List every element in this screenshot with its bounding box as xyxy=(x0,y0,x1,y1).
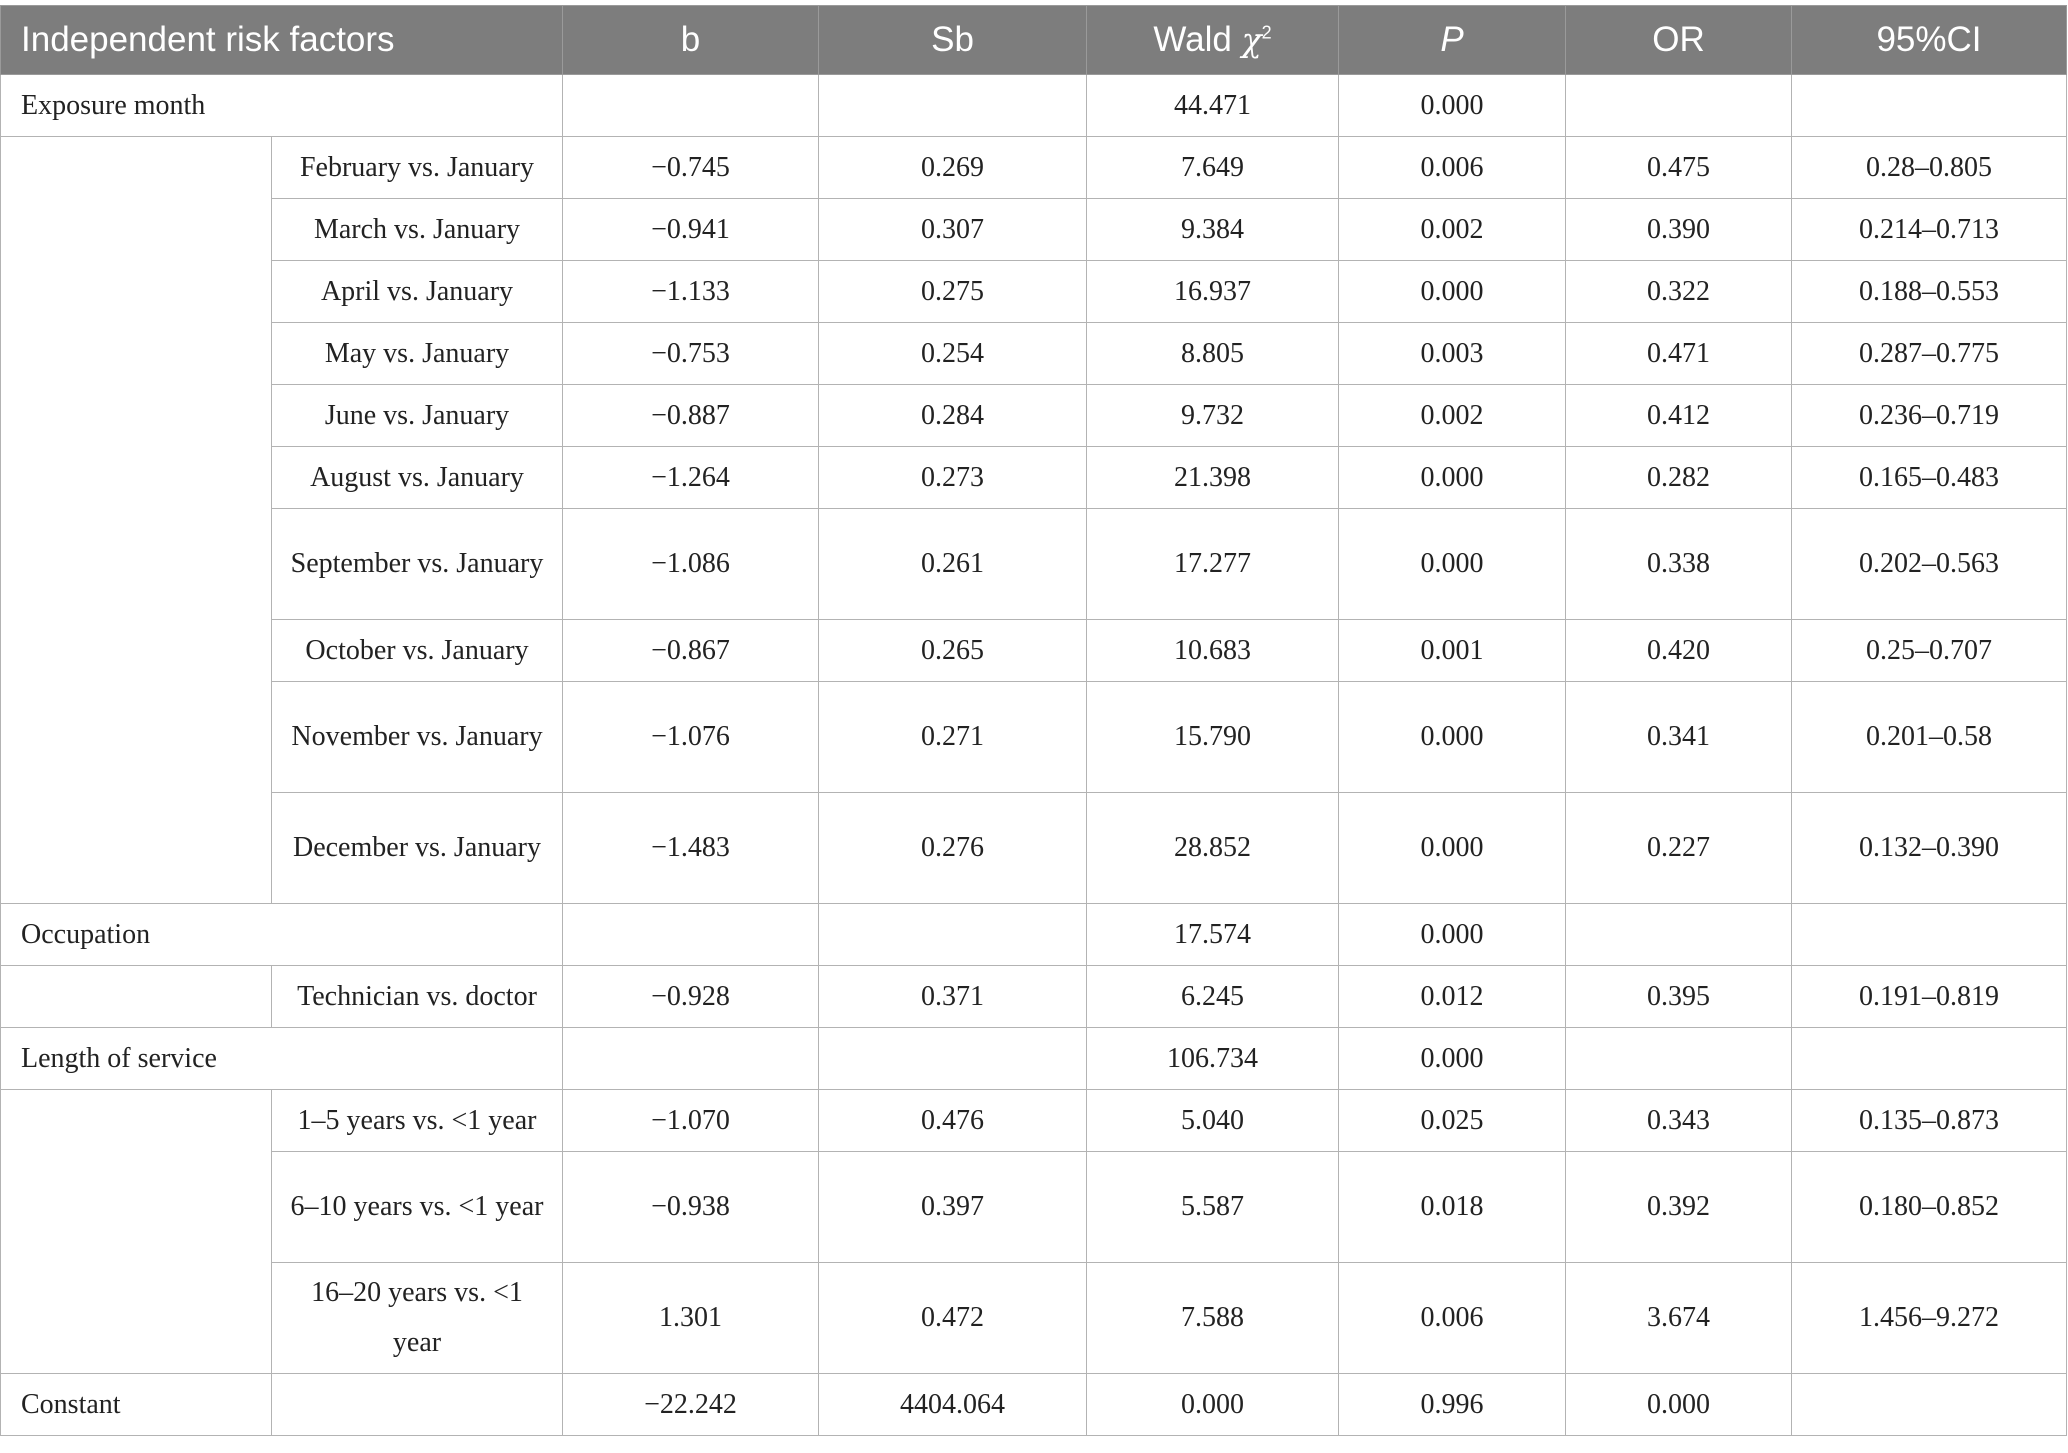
wald-cell: 9.732 xyxy=(1087,385,1339,447)
sb-cell xyxy=(819,75,1087,137)
ci-cell: 0.135–0.873 xyxy=(1792,1090,2067,1152)
wald-cell: 10.683 xyxy=(1087,620,1339,682)
sb-cell: 0.476 xyxy=(819,1090,1087,1152)
b-cell xyxy=(563,904,819,966)
header-wald-chi: χ xyxy=(1241,20,1262,59)
table-row xyxy=(1,1263,2067,1374)
comparison-cell: November vs. January xyxy=(272,682,563,793)
b-cell: −1.076 xyxy=(563,682,819,793)
header-p xyxy=(1339,6,1566,75)
wald-cell: 7.649 xyxy=(1087,137,1339,199)
comparison-cell: June vs. January xyxy=(272,385,563,447)
header-sb: Sb xyxy=(819,6,1087,75)
wald-cell: 5.040 xyxy=(1087,1090,1339,1152)
b-cell: −1.086 xyxy=(563,509,819,620)
table-row xyxy=(1,1152,2067,1263)
or-cell: 0.392 xyxy=(1566,1152,1792,1263)
p-cell: 0.012 xyxy=(1339,966,1566,1028)
sb-cell: 0.307 xyxy=(819,199,1087,261)
b-cell: 1.301 xyxy=(563,1263,819,1374)
table-row xyxy=(1,620,2067,682)
table-row xyxy=(1,793,2067,904)
p-cell: 0.000 xyxy=(1339,261,1566,323)
category-cell: Occupation xyxy=(1,904,563,966)
p-cell: 0.000 xyxy=(1339,509,1566,620)
b-cell: −22.242 xyxy=(563,1374,819,1436)
or-cell: 0.475 xyxy=(1566,137,1792,199)
wald-cell: 5.587 xyxy=(1087,1152,1339,1263)
wald-cell: 8.805 xyxy=(1087,323,1339,385)
sb-cell: 0.371 xyxy=(819,966,1087,1028)
or-cell: 0.343 xyxy=(1566,1090,1792,1152)
ci-cell: 0.287–0.775 xyxy=(1792,323,2067,385)
ci-cell xyxy=(1792,1374,2067,1436)
comparison-cell: August vs. January xyxy=(272,447,563,509)
p-cell: 0.000 xyxy=(1339,904,1566,966)
sb-cell: 0.271 xyxy=(819,682,1087,793)
ci-cell: 0.188–0.553 xyxy=(1792,261,2067,323)
p-cell: 0.000 xyxy=(1339,447,1566,509)
ci-cell: 0.28–0.805 xyxy=(1792,137,2067,199)
comparison-cell: 1–5 years vs. <1 year xyxy=(272,1090,563,1152)
sb-cell: 0.275 xyxy=(819,261,1087,323)
comparison-cell: May vs. January xyxy=(272,323,563,385)
table-row xyxy=(1,261,2067,323)
header-or: OR xyxy=(1566,6,1792,75)
sb-cell: 4404.064 xyxy=(819,1374,1087,1436)
or-cell: 0.282 xyxy=(1566,447,1792,509)
table-row xyxy=(1,682,2067,793)
or-cell: 0.471 xyxy=(1566,323,1792,385)
header-row xyxy=(1,6,2067,75)
sb-cell: 0.284 xyxy=(819,385,1087,447)
group-spacer-cell xyxy=(1,1090,272,1374)
p-cell: 0.002 xyxy=(1339,385,1566,447)
b-cell: −0.928 xyxy=(563,966,819,1028)
comparison-cell: 16–20 years vs. <1 year xyxy=(272,1263,563,1374)
table-row xyxy=(1,509,2067,620)
sb-cell: 0.397 xyxy=(819,1152,1087,1263)
b-cell: −0.938 xyxy=(563,1152,819,1263)
risk-factor-table xyxy=(0,5,2067,1436)
or-cell xyxy=(1566,904,1792,966)
category-cell: Constant xyxy=(1,1374,272,1436)
table-body xyxy=(1,75,2067,1436)
ci-cell xyxy=(1792,904,2067,966)
comparison-cell: April vs. January xyxy=(272,261,563,323)
category-cell: Length of service xyxy=(1,1028,563,1090)
comparison-cell: October vs. January xyxy=(272,620,563,682)
category-cell: Exposure month xyxy=(1,75,563,137)
wald-cell: 15.790 xyxy=(1087,682,1339,793)
group-spacer-cell xyxy=(1,966,272,1028)
p-cell: 0.996 xyxy=(1339,1374,1566,1436)
p-cell: 0.000 xyxy=(1339,793,1566,904)
b-cell xyxy=(563,75,819,137)
p-cell: 0.018 xyxy=(1339,1152,1566,1263)
wald-cell: 17.277 xyxy=(1087,509,1339,620)
table-row xyxy=(1,1028,2067,1090)
header-factor: Independent risk factors xyxy=(1,6,563,75)
ci-cell: 0.236–0.719 xyxy=(1792,385,2067,447)
p-cell: 0.025 xyxy=(1339,1090,1566,1152)
b-cell: −1.070 xyxy=(563,1090,819,1152)
ci-cell: 0.180–0.852 xyxy=(1792,1152,2067,1263)
p-cell: 0.006 xyxy=(1339,137,1566,199)
p-cell: 0.002 xyxy=(1339,199,1566,261)
b-cell: −1.133 xyxy=(563,261,819,323)
ci-cell xyxy=(1792,75,2067,137)
b-cell: −1.264 xyxy=(563,447,819,509)
p-cell: 0.000 xyxy=(1339,1028,1566,1090)
or-cell: 0.395 xyxy=(1566,966,1792,1028)
header-wald xyxy=(1087,6,1339,75)
wald-cell: 28.852 xyxy=(1087,793,1339,904)
comparison-cell: 6–10 years vs. <1 year xyxy=(272,1152,563,1263)
p-cell: 0.001 xyxy=(1339,620,1566,682)
table-row xyxy=(1,966,2067,1028)
sb-cell: 0.254 xyxy=(819,323,1087,385)
b-cell: −0.941 xyxy=(563,199,819,261)
wald-cell: 16.937 xyxy=(1087,261,1339,323)
comparison-cell: February vs. January xyxy=(272,137,563,199)
comparison-cell: March vs. January xyxy=(272,199,563,261)
b-cell: −0.745 xyxy=(563,137,819,199)
wald-cell: 7.588 xyxy=(1087,1263,1339,1374)
wald-cell: 44.471 xyxy=(1087,75,1339,137)
b-cell: −0.887 xyxy=(563,385,819,447)
or-cell: 0.000 xyxy=(1566,1374,1792,1436)
wald-cell: 6.245 xyxy=(1087,966,1339,1028)
comparison-cell xyxy=(272,1374,563,1436)
table-row xyxy=(1,385,2067,447)
sb-cell: 0.276 xyxy=(819,793,1087,904)
table-row xyxy=(1,199,2067,261)
ci-cell: 0.25–0.707 xyxy=(1792,620,2067,682)
or-cell xyxy=(1566,1028,1792,1090)
p-cell: 0.000 xyxy=(1339,682,1566,793)
comparison-cell: December vs. January xyxy=(272,793,563,904)
sb-cell xyxy=(819,904,1087,966)
sb-cell xyxy=(819,1028,1087,1090)
or-cell: 0.390 xyxy=(1566,199,1792,261)
p-cell: 0.000 xyxy=(1339,75,1566,137)
sb-cell: 0.273 xyxy=(819,447,1087,509)
header-ci: 95%CI xyxy=(1792,6,2067,75)
header-b: b xyxy=(563,6,819,75)
ci-cell: 1.456–9.272 xyxy=(1792,1263,2067,1374)
table-row xyxy=(1,137,2067,199)
b-cell xyxy=(563,1028,819,1090)
or-cell: 0.412 xyxy=(1566,385,1792,447)
or-cell: 0.341 xyxy=(1566,682,1792,793)
ci-cell: 0.201–0.58 xyxy=(1792,682,2067,793)
table-row xyxy=(1,75,2067,137)
sb-cell: 0.261 xyxy=(819,509,1087,620)
wald-cell: 106.734 xyxy=(1087,1028,1339,1090)
comparison-cell: Technician vs. doctor xyxy=(272,966,563,1028)
b-cell: −1.483 xyxy=(563,793,819,904)
ci-cell xyxy=(1792,1028,2067,1090)
p-cell: 0.006 xyxy=(1339,1263,1566,1374)
ci-cell: 0.191–0.819 xyxy=(1792,966,2067,1028)
wald-cell: 21.398 xyxy=(1087,447,1339,509)
comparison-cell: September vs. January xyxy=(272,509,563,620)
header-wald-prefix: Wald xyxy=(1153,20,1242,59)
table-row xyxy=(1,447,2067,509)
b-cell: −0.753 xyxy=(563,323,819,385)
or-cell: 0.338 xyxy=(1566,509,1792,620)
header-wald-sup: 2 xyxy=(1261,22,1272,43)
table-row xyxy=(1,1374,2067,1436)
wald-cell: 0.000 xyxy=(1087,1374,1339,1436)
sb-cell: 0.472 xyxy=(819,1263,1087,1374)
b-cell: −0.867 xyxy=(563,620,819,682)
sb-cell: 0.269 xyxy=(819,137,1087,199)
or-cell xyxy=(1566,75,1792,137)
ci-cell: 0.132–0.390 xyxy=(1792,793,2067,904)
group-spacer-cell xyxy=(1,137,272,904)
ci-cell: 0.202–0.563 xyxy=(1792,509,2067,620)
ci-cell: 0.165–0.483 xyxy=(1792,447,2067,509)
ci-cell: 0.214–0.713 xyxy=(1792,199,2067,261)
wald-cell: 17.574 xyxy=(1087,904,1339,966)
table-row xyxy=(1,323,2067,385)
or-cell: 0.420 xyxy=(1566,620,1792,682)
or-cell: 0.227 xyxy=(1566,793,1792,904)
p-cell: 0.003 xyxy=(1339,323,1566,385)
wald-cell: 9.384 xyxy=(1087,199,1339,261)
or-cell: 0.322 xyxy=(1566,261,1792,323)
or-cell: 3.674 xyxy=(1566,1263,1792,1374)
table-row xyxy=(1,904,2067,966)
sb-cell: 0.265 xyxy=(819,620,1087,682)
header-p-label: P xyxy=(1440,20,1464,59)
table-row xyxy=(1,1090,2067,1152)
